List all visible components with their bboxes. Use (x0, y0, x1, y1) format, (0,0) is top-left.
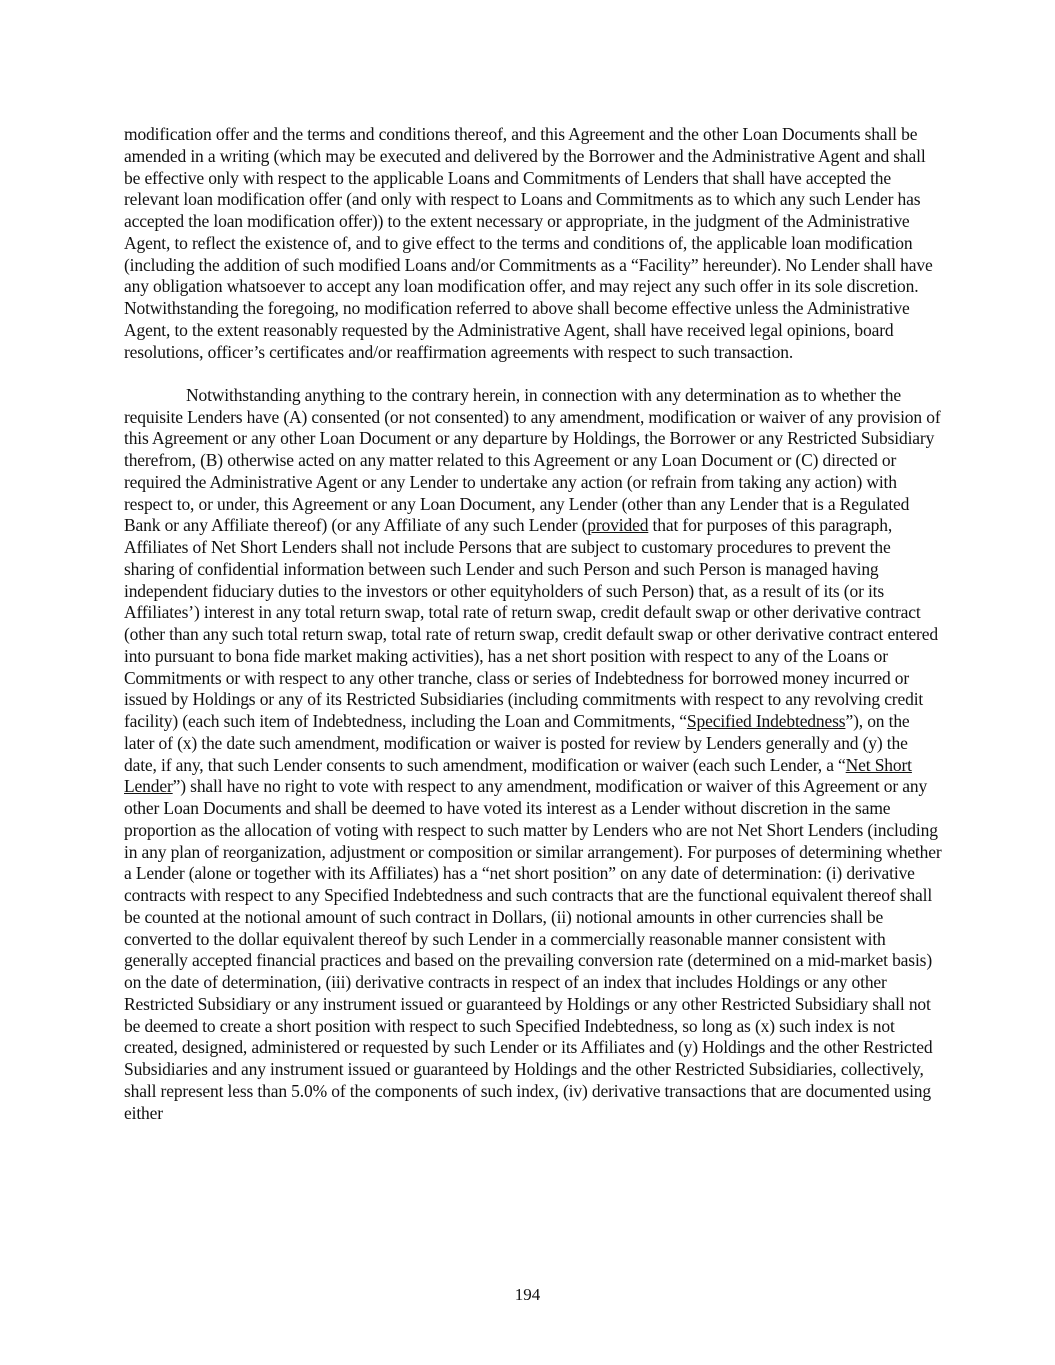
defined-term-net-short-lender: Net Short Lender (124, 754, 912, 797)
page-number: 194 (514, 1285, 541, 1304)
paragraph-text: ”), on the later of (x) the date such amendment, modification or waiver is posted for review by Lenders generally and (y) the date, if any, that such Lender consents to such amendment, modification or waiver (each such Lender, a “ (124, 711, 910, 775)
defined-term-specified-indebtedness: Specified Indebtedness (686, 711, 846, 731)
defined-term-provided: provided (587, 515, 649, 536)
paragraph-loan-modification: modification offer and the terms and conditions thereof, and this Agreement and the other Loan Documents shall be amended in a writing (which may be executed and delivered by the Borrower and the Administrative Agent and shall be effective only with respect to the applicable Loans and Commitments of Lenders that shall have accepted the relevant loan modification offer (and only with respect to Loans and Commitments as to which any such Lender has accepted the loan modification offer)) to the extent necessary or appropriate, in the judgment of the Administrative Agent, to reflect the existence of, and to give effect to the terms and conditions of, the applicable loan modification (including the addition of such modified Loans and/or Commitments as a “Facility” hereunder). No Lender shall have any obligation whatsoever to accept any loan modification offer, and may reject any such offer in its sole discretion. Notwithstanding the foregoing, no modification referred to above shall become effective unless the Administrative Agent, to the extent reasonably requested by the Administrative Agent, shall have received legal opinions, board resolutions, officer’s certificates and/or reaffirmation agreements with respect to such transaction. (124, 124, 933, 362)
paragraph-text: that for purposes of this paragraph, Affiliates of Net Short Lenders shall not include Persons that are subject to customary procedures to prevent the sharing of confidential information between such Lender and such Person and such Person is managed having independent fiduciary duties to the investors or other equityholders of such Person) that, as a result of its (or its Affiliates’) interest in any total return swap, total rate of return swap, credit default swap or other derivative contract (other than any such total return swap, total rate of return swap, credit default swap or other derivative contract entered into pursuant to bona fide market making activities), has a net short position with respect to any of the Loans or Commitments or with respect to any other tranche, class or series of Indebtedness for borrowed money incurred or issued by Holdings or any of its Restricted Subsidiaries (including commitments with respect to any revolving credit facility) (each such item of Indebtedness, including the Loan and Commitments, “ (124, 515, 938, 731)
document-body (124, 124, 944, 1124)
paragraph-text: ”) shall have no right to vote with respect to any amendment, modification or waiver of this Agreement or any other Loan Documents and shall be deemed to have voted its interest as a Lender without discretion in the same proportion as the allocation of voting with respect to such matter by Lenders who are not Net Short Lenders (including in any plan of reorganization, adjustment or composition or similar arrangement). For purposes of determining whether a Lender (alone or together with its Affiliates) has a “net short position” on any date of determination: (i) derivative contracts with respect to any Specified Indebtedness and such contracts that are the functional equivalent thereof shall be counted at the notional amount of such contract in Dollars, (ii) notional amounts in other currencies shall be converted to the dollar equivalent thereof by such Lender in a commercially reasonable manner consistent with generally accepted financial practices and based on the prevailing conversion rate (determined on a mid-market basis) on the date of determination, (iii) derivative contracts in respect of an index that includes Holdings or any other Restricted Subsidiary or any instrument issued or guaranteed by Holdings or any other Restricted Subsidiary shall not be deemed to create a short position with respect to such Specified Indebtedness, so long as (x) such index is not created, designed, administered or requested by such Lender or its Affiliates and (y) Holdings and the other Restricted Subsidiaries and any instrument issued or guaranteed by Holdings and the other Restricted Subsidiaries, collectively, shall represent less than 5.0% of the components of such index, (iv) derivative transactions that are documented using either (124, 776, 942, 1123)
paragraph-text: Notwithstanding anything to the contrary herein, in connection with any determination as to whether the requisite Lenders have (A) consented (or not consented) to any amendment, modification or waiver of any provision of this Agreement or any other Loan Document or any departure by Holdings, the Borrower or any Restricted Subsidiary therefrom, (B) otherwise acted on any matter related to this Agreement or any Loan Document or (C) directed or required the Administrative Agent or any Lender to undertake any action (or refrain from taking any action) with respect to, or under, this Agreement or any Loan Document, any Lender (other than any Lender that is a Regulated Bank or any Affiliate thereof) (or any Affiliate of any such Lender ( (124, 384, 941, 536)
paragraph-net-short-lenders (124, 385, 944, 1125)
